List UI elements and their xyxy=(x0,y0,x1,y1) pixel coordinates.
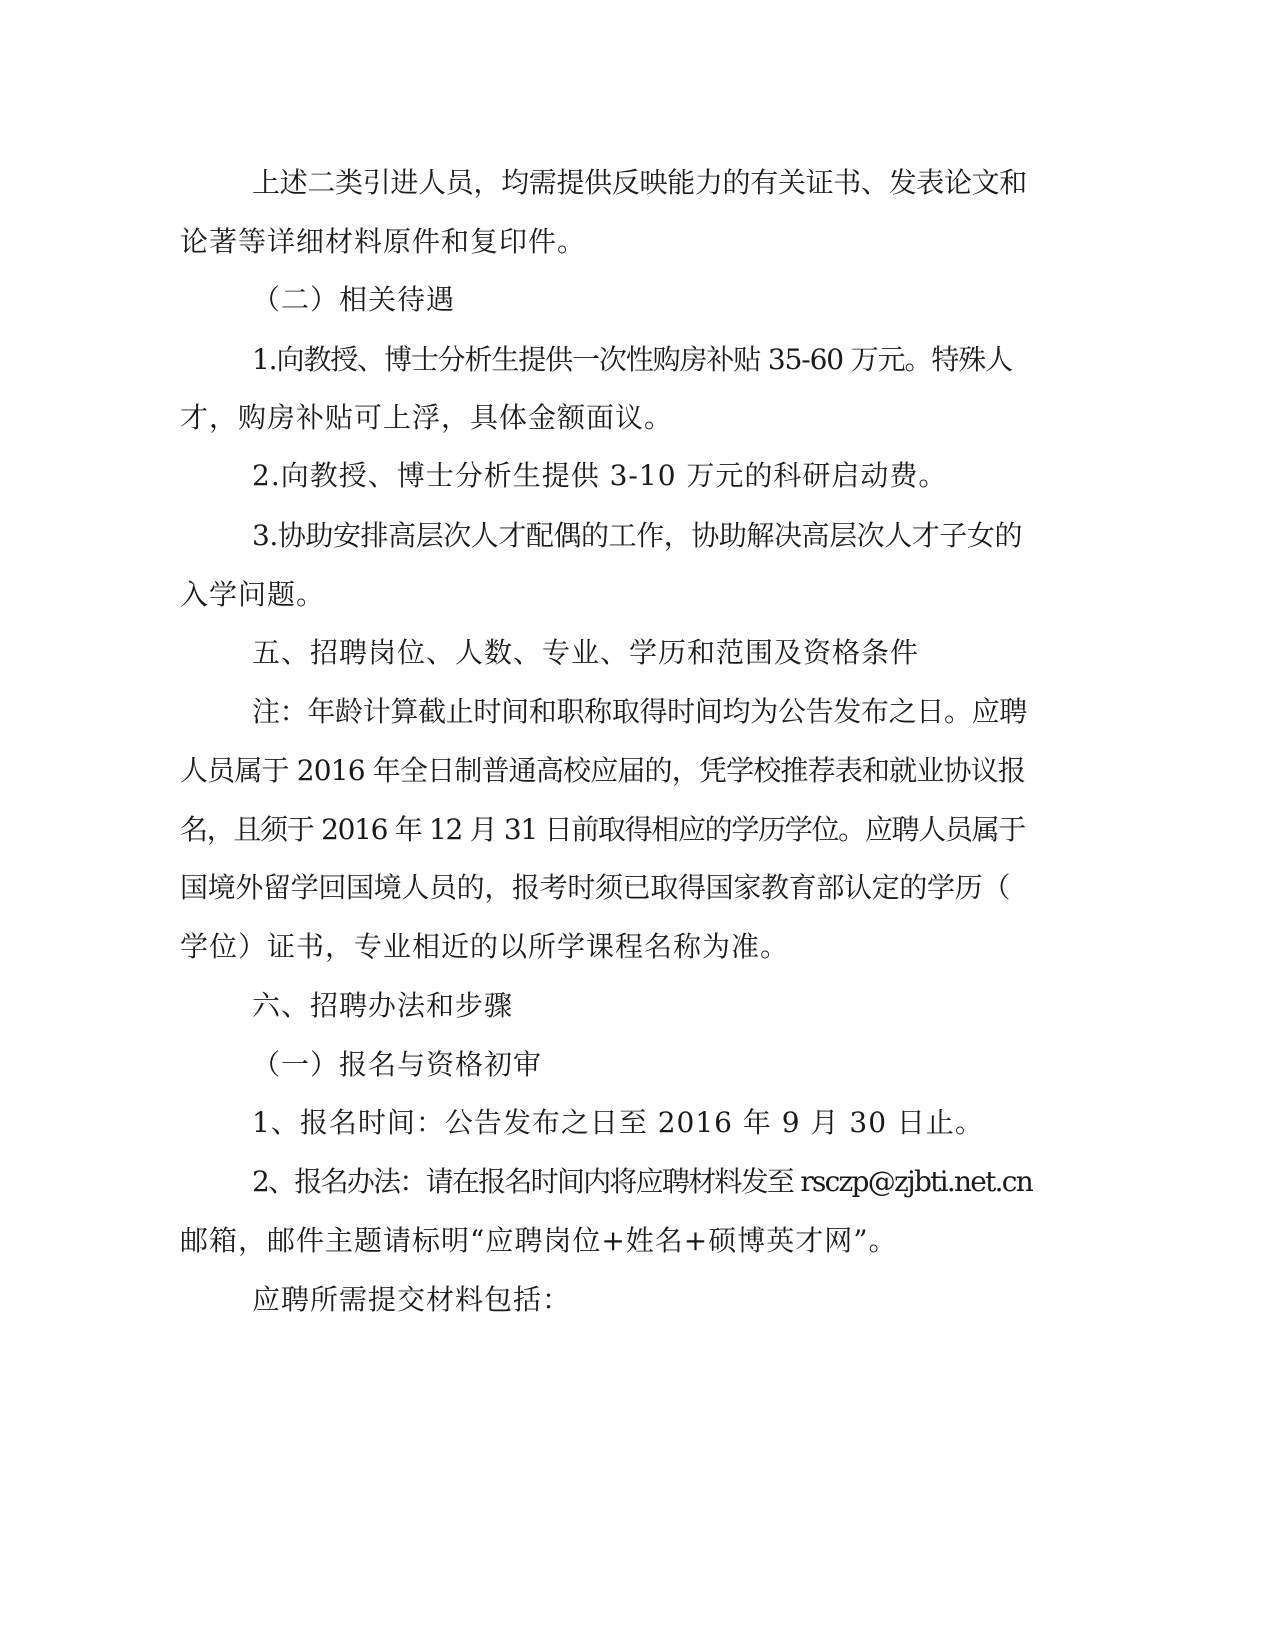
paragraph-line: 1、报名时间：公告发布之日至 2016 年 9 月 30 日止。 xyxy=(252,1106,984,1139)
paragraph-line: 注：年龄计算截止时间和职称取得时间均为公告发布之日。应聘 xyxy=(252,695,1027,728)
paragraph-line: 应聘所需提交材料包括： xyxy=(252,1283,572,1316)
paragraph-line: 名，且须于 2016 年 12 月 31 日前取得相应的学历学位。应聘人员属于 xyxy=(180,813,1025,846)
paragraph-line: 1.向教授、博士分析生提供一次性购房补贴 35-60 万元。特殊人 xyxy=(252,343,1012,376)
section-heading: （二）相关待遇 xyxy=(252,283,456,316)
section-heading: 六、招聘办法和步骤 xyxy=(252,989,514,1022)
section-heading: （一）报名与资格初审 xyxy=(252,1048,543,1081)
paragraph-line: 邮箱，邮件主题请标明“应聘岗位+姓名+硕博英才网”。 xyxy=(180,1224,898,1257)
paragraph-line: 人员属于 2016 年全日制普通高校应届的，凭学校推荐表和就业协议报 xyxy=(180,754,1025,787)
paragraph-line: 国境外留学回国境人员的，报考时须已取得国家教育部认定的学历（ xyxy=(180,871,1010,904)
paragraph-line: 上述二类引进人员，均需提供反映能力的有关证书、发表论文和 xyxy=(252,166,1027,199)
paragraph-line: 2.向教授、博士分析生提供 3-10 万元的科研启动费。 xyxy=(252,459,948,492)
paragraph-line: 才，购房补贴可上浮，具体金额面议。 xyxy=(180,401,674,434)
paragraph-line: 学位）证书，专业相近的以所学课程名称为准。 xyxy=(180,930,790,963)
paragraph-line: 2、报名办法：请在报名时间内将应聘材料发至 rsczp@zjbti.net.cn xyxy=(252,1165,1032,1198)
paragraph-line: 入学问题。 xyxy=(180,578,326,611)
section-heading: 五、招聘岗位、人数、专业、学历和范围及资格条件 xyxy=(252,636,920,669)
paragraph-line: 论著等详细材料原件和复印件。 xyxy=(180,225,587,258)
paragraph-line: 3.协助安排高层次人才配偶的工作，协助解决高层次人才子女的 xyxy=(252,519,1022,552)
